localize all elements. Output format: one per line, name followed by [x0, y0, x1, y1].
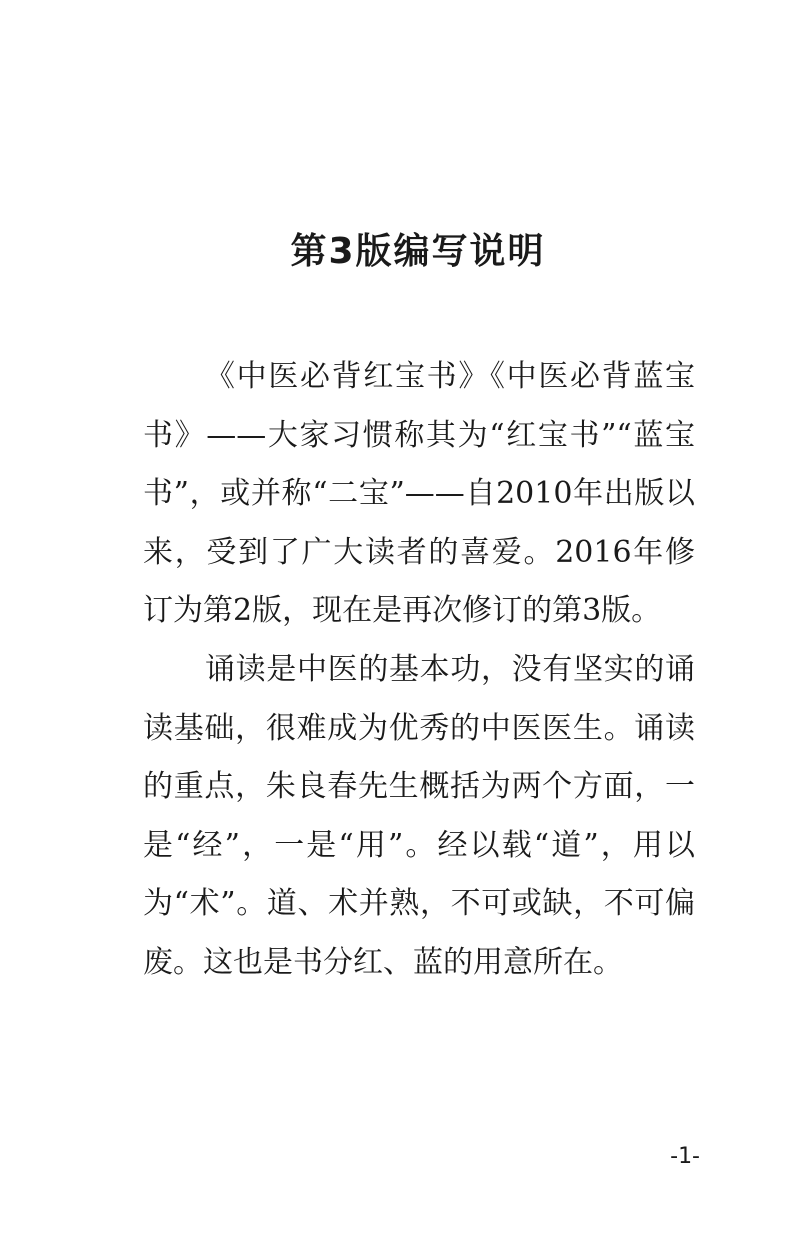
paragraph-recitation: 诵读是中医的基本功，没有坚实的诵读基础，很难成为优秀的中医医生。诵读的重点，朱良春先生概括为两个方面，一是“经”，一是“用”。经以载“道”，用以为“术”。道、术并熟，不可或缺，不可偏废。这也是书分红、蓝的用意所在。 — [143, 651, 695, 980]
page-number: -1- — [670, 1144, 700, 1169]
body-text — [143, 348, 695, 993]
page-title: 第3版编写说明 — [290, 231, 546, 272]
paragraph-intro: 《中医必背红宝书》《中医必背蓝宝书》——大家习惯称其为“红宝书”“蓝宝书”，或并称“二宝”——自2010年出版以来，受到了广大读者的喜爱。2016年修订为第2版，现在是再次修订的第3版。 — [143, 359, 695, 629]
